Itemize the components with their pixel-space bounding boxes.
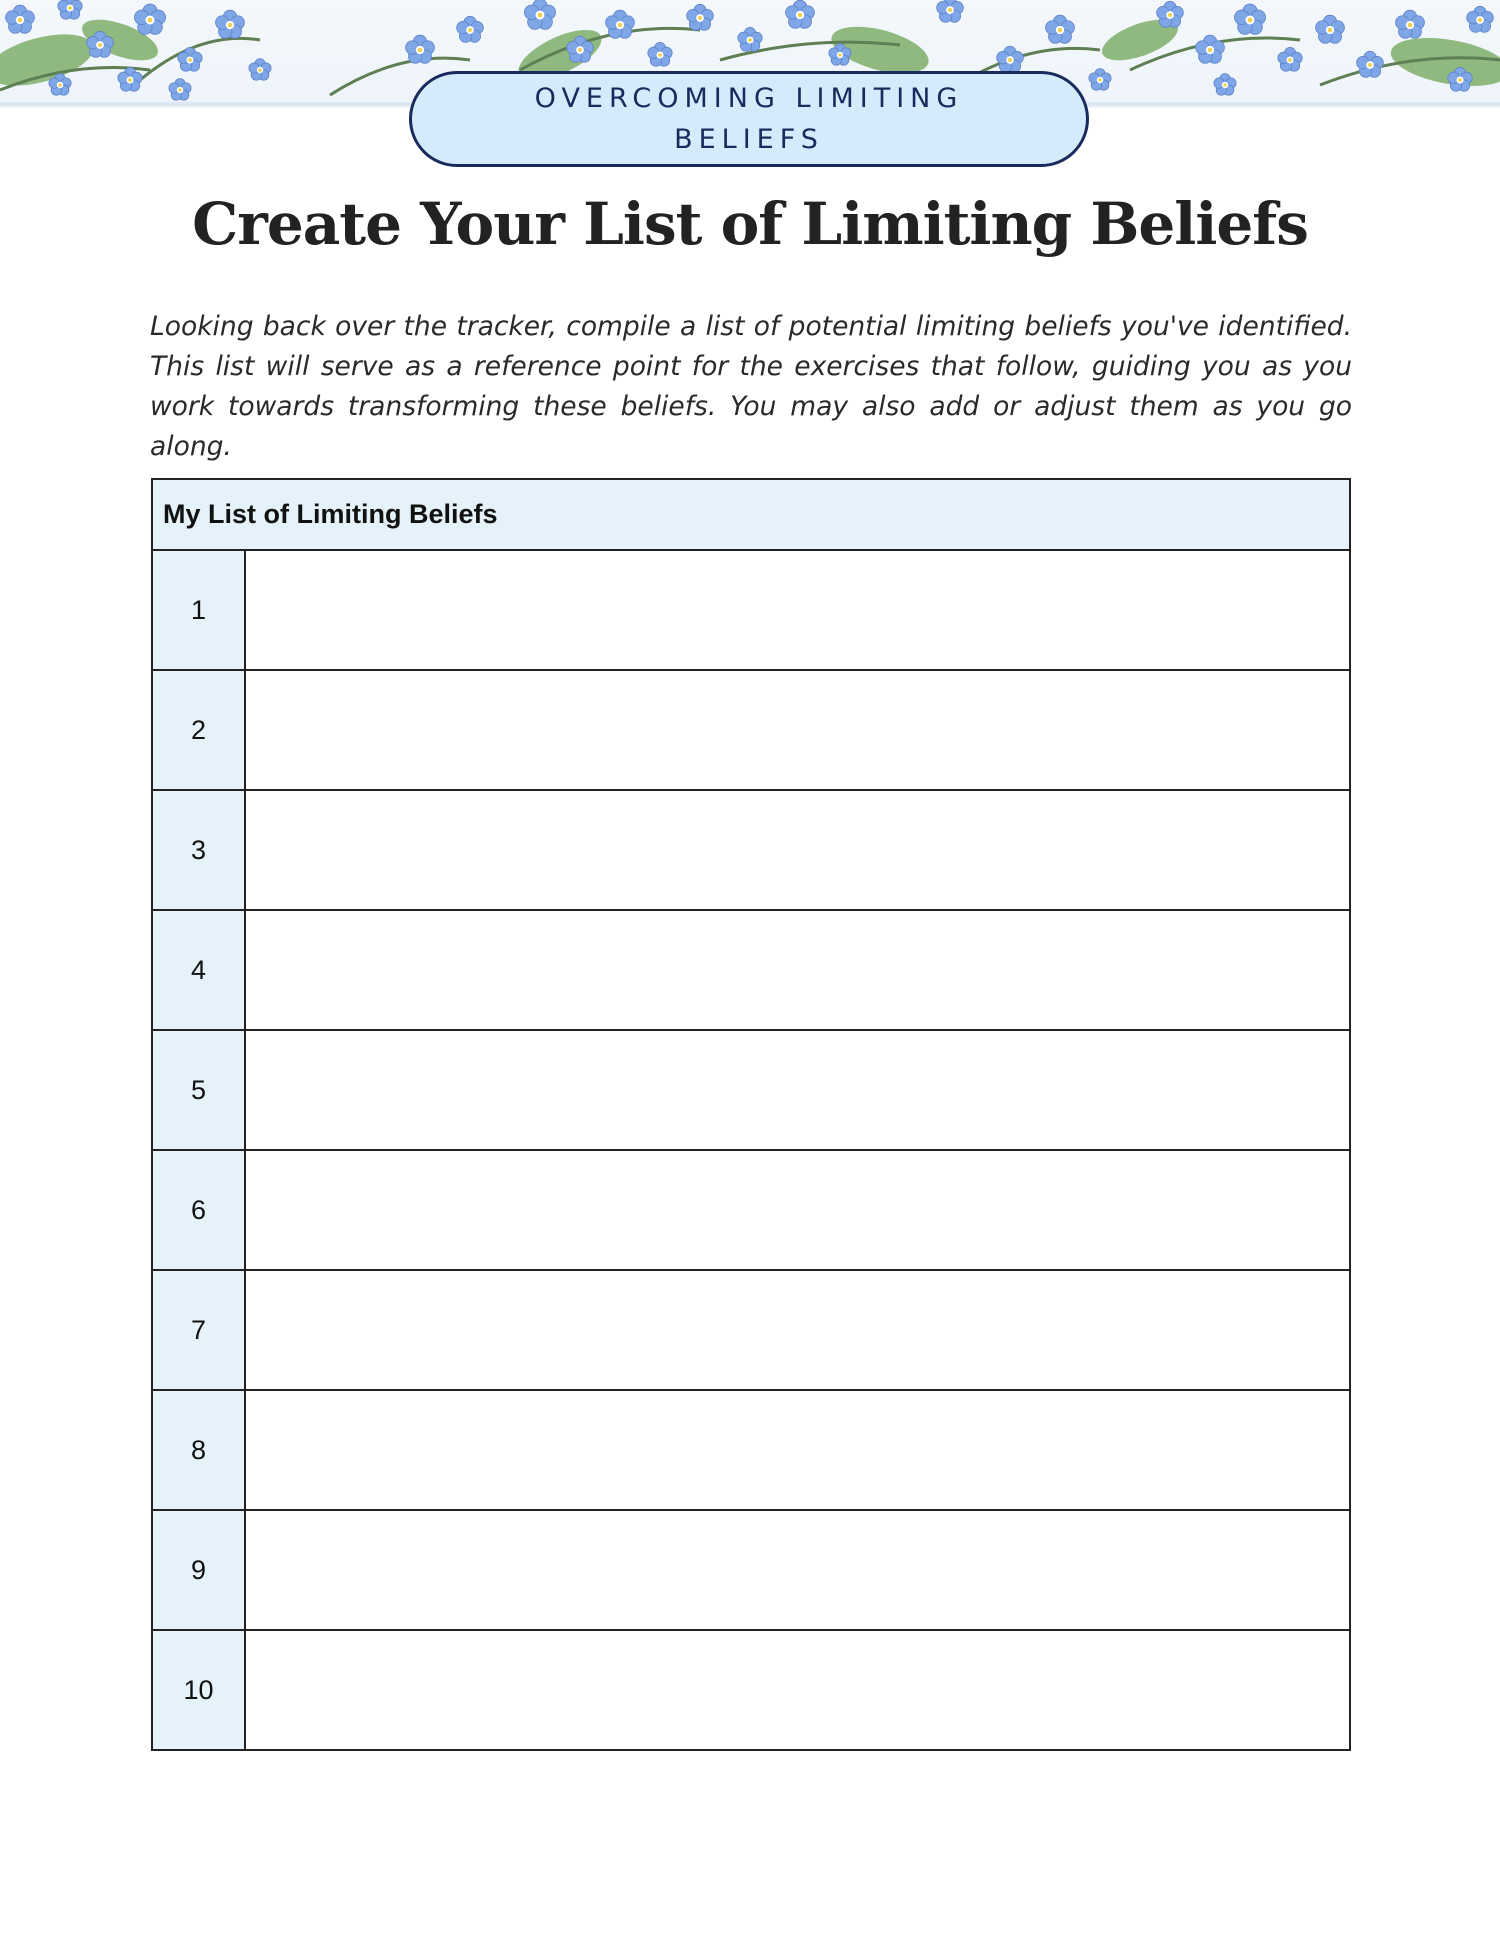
table-row — [153, 1151, 1349, 1271]
table-header: My List of Limiting Beliefs — [153, 480, 1349, 551]
row-number: 9 — [153, 1511, 246, 1629]
row-number: 6 — [153, 1151, 246, 1269]
belief-entry-cell[interactable] — [246, 1151, 1349, 1269]
belief-entry-cell[interactable] — [246, 1031, 1349, 1149]
table-row — [153, 1631, 1349, 1749]
belief-entry-cell[interactable] — [246, 1271, 1349, 1389]
belief-entry-cell[interactable] — [246, 551, 1349, 669]
page-title: Create Your List of Limiting Beliefs — [192, 190, 1308, 258]
row-number: 3 — [153, 791, 246, 909]
table-row — [153, 671, 1349, 791]
table-row — [153, 1031, 1349, 1151]
row-number: 2 — [153, 671, 246, 789]
table-row — [153, 1271, 1349, 1391]
series-badge-text: OVERCOMING LIMITING BELIEFS — [534, 83, 964, 155]
belief-entry-cell[interactable] — [246, 911, 1349, 1029]
table-row — [153, 791, 1349, 911]
table-row — [153, 551, 1349, 671]
belief-entry-cell[interactable] — [246, 671, 1349, 789]
intro-paragraph: Looking back over the tracker, compile a list of potential limiting beliefs you've identified. This list will serve as a reference point for the exercises that follow, guiding you as you work towards transforming these beliefs. You may also add or adjust them as you go along. — [150, 311, 1352, 462]
table-row — [153, 911, 1349, 1031]
belief-entry-cell[interactable] — [246, 1631, 1349, 1749]
row-number: 7 — [153, 1271, 246, 1389]
limiting-beliefs-table — [151, 478, 1351, 1751]
row-number: 4 — [153, 911, 246, 1029]
row-number: 10 — [153, 1631, 246, 1749]
table-body — [153, 551, 1349, 1749]
belief-entry-cell[interactable] — [246, 791, 1349, 909]
table-row — [153, 1511, 1349, 1631]
row-number: 5 — [153, 1031, 246, 1149]
row-number: 8 — [153, 1391, 246, 1509]
row-number: 1 — [153, 551, 246, 669]
belief-entry-cell[interactable] — [246, 1511, 1349, 1629]
table-row — [153, 1391, 1349, 1511]
belief-entry-cell[interactable] — [246, 1391, 1349, 1509]
series-badge — [409, 71, 1089, 167]
